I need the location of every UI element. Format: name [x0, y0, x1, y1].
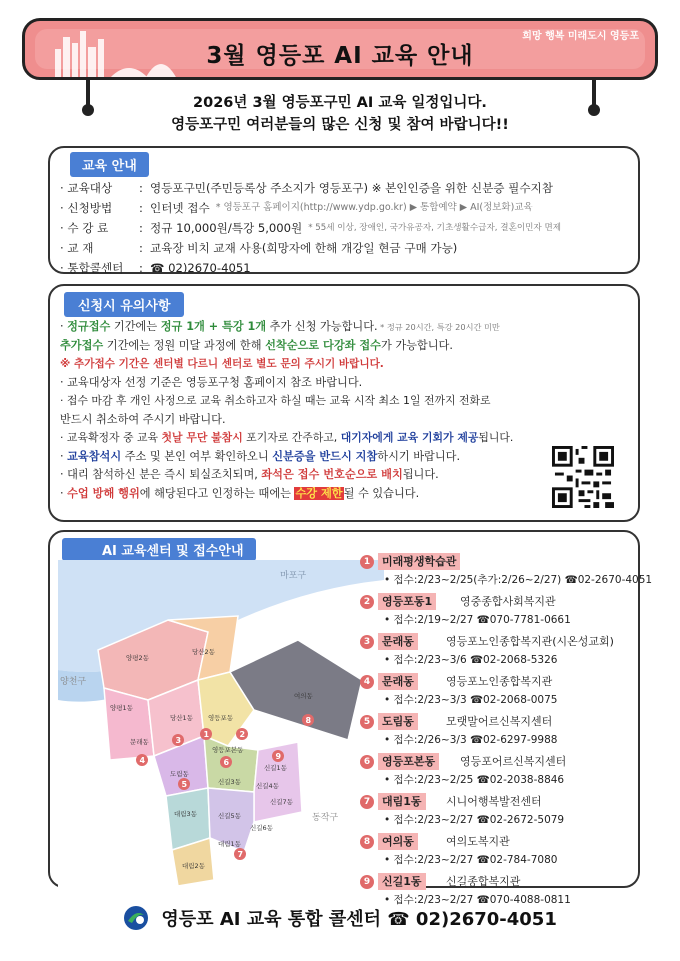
map-label-dongjak: 동작구	[312, 813, 339, 823]
header-banner	[22, 18, 658, 80]
edu-row-label: · 통합콜센터	[60, 261, 124, 275]
note-id: · 교육참석시 주소 및 본인 여부 확인하오니 신분증을 반드시 지참하시기 바랍니다.	[60, 449, 461, 463]
note-cancel: · 접수 마감 후 개인 사정으로 교육 취소하고자 하실 때는 교육 시작 최소 1일 전까지 전화로	[60, 394, 491, 407]
note-additional-warning: ※ 추가접수 기간은 센터별 다르니 센터로 별도 문의 주시기 바랍니다.	[60, 358, 384, 370]
page-title: 3월 영등포 AI 교육 안내	[206, 43, 474, 69]
center-name: 영등포노인종합복지관	[446, 675, 553, 688]
svg-text:신길3동: 신길3동	[218, 778, 241, 786]
svg-text:대림1동: 대림1동	[218, 840, 241, 848]
application-notes-tab: 신청시 유의사항	[64, 292, 184, 317]
svg-text:6: 6	[223, 758, 230, 767]
center-detail: • 접수:2/23~2/25(추가:2/26~2/27) ☎02-2670-4051	[384, 574, 653, 586]
footer-text: 영등포 AI 교육 통합 콜센터 ☎ 02)2670-4051	[161, 909, 557, 930]
svg-text:신길7동: 신길7동	[270, 798, 293, 806]
svg-text:8: 8	[305, 716, 312, 725]
center-dong: 문래동	[378, 633, 418, 650]
edu-row-note: * 55세 이상, 장애인, 국가유공자, 기초생활수급자, 결혼이민자 면제	[308, 223, 562, 233]
edu-row-label: · 교육대상	[60, 181, 113, 195]
edu-row-callcenter: · 통합콜센터 : ☎ 02)2670-4051	[60, 258, 630, 278]
center-detail: • 접수:2/23~2/25 ☎02-2038-8846	[384, 774, 565, 786]
note-selection: · 교육대상자 선정 기준은 영등포구청 홈페이지 참조 바랍니다.	[60, 375, 363, 389]
note-cancel-cont: 반드시 취소하여 주시기 바랍니다.	[60, 412, 226, 426]
svg-text:3: 3	[175, 736, 182, 745]
center-item[interactable]	[360, 712, 640, 752]
center-detail: • 접수:2/26~3/3 ☎02-6297-9988	[384, 734, 558, 746]
svg-text:영등포본동: 영등포본동	[212, 746, 244, 754]
center-dong: 대림1동	[378, 793, 426, 810]
svg-text:신길6동: 신길6동	[250, 824, 273, 832]
edu-row-label: · 신청방법	[60, 201, 113, 215]
center-item[interactable]	[360, 592, 640, 632]
svg-text:1: 1	[203, 730, 210, 739]
note-restriction: · 수업 방해 행위에 해당된다고 인정하는 때에는 수강 제한될 수 있습니다.	[60, 486, 420, 500]
center-dong: 문래동	[378, 673, 418, 690]
svg-text:영등포동: 영등포동	[208, 714, 234, 722]
edu-row-value: ☎ 02)2670-4051	[150, 261, 251, 275]
district-logo-text: 희망 행복 미래도시 영등포	[522, 31, 639, 42]
center-dong: 미래평생학습관	[378, 553, 460, 570]
svg-text:양평2동: 양평2동	[126, 654, 149, 662]
center-detail: • 접수:2/19~2/27 ☎070-7781-0661	[384, 614, 571, 626]
svg-text:여의동: 여의동	[294, 692, 313, 700]
center-name: 영등포노인종합복지관(시온성교회)	[446, 635, 614, 648]
center-number: 6	[360, 755, 374, 769]
note-proxy: · 대리 참석하신 분은 즉시 퇴실조치되며, 좌석은 접수 번호순으로 배치됩니다.	[60, 468, 439, 481]
note-regular: · 정규접수 기간에는 정규 1개 + 특강 1개 추가 신청 가능합니다. * 정규 20시간, 특강 20시간 미만	[60, 320, 500, 333]
center-number: 4	[360, 675, 374, 689]
center-dong: 영등포본동	[378, 753, 439, 770]
intro-text	[0, 92, 680, 136]
center-number: 7	[360, 795, 374, 809]
education-info-tab: 교육 안내	[70, 152, 149, 177]
center-dong: 신길1동	[378, 873, 426, 890]
edu-row-target: · 교육대상 : 영등포구민(주민등록상 주소지가 영등포구) ※ 본인인증을 위한 신분증 필수지참	[60, 178, 630, 198]
center-item[interactable]	[360, 672, 640, 712]
center-number: 3	[360, 635, 374, 649]
center-detail: • 접수:2/23~2/27 ☎02-2672-5079	[384, 814, 565, 826]
center-item[interactable]	[360, 752, 640, 792]
district-map	[58, 560, 384, 892]
center-detail: • 접수:2/23~2/27 ☎070-4088-0811	[384, 894, 571, 906]
center-item[interactable]	[360, 832, 640, 872]
center-detail: • 접수:2/23~2/27 ☎02-784-7080	[384, 854, 558, 866]
map-label-yangcheon: 양천구	[60, 677, 87, 687]
edu-row-textbook: · 교 재 : 교육장 비치 교재 사용(희망자에 한해 개강일 현금 구매 가능)	[60, 238, 630, 258]
svg-text:신길4동: 신길4동	[256, 782, 279, 790]
edu-row-value: 인터넷 접수	[150, 201, 210, 215]
svg-text:도림동: 도림동	[170, 770, 189, 778]
center-detail: • 접수:2/23~3/3 ☎02-2068-0075	[384, 694, 558, 706]
ai-centers-tab: AI 교육센터 및 접수안내	[62, 538, 256, 561]
svg-text:문래동: 문래동	[130, 738, 149, 746]
center-number: 8	[360, 835, 374, 849]
svg-text:신길1동: 신길1동	[264, 764, 287, 772]
center-number: 9	[360, 875, 374, 889]
application-notes-list	[60, 318, 630, 503]
edu-row-value: 교육장 비치 교재 사용(희망자에 한해 개강일 현금 구매 가능)	[150, 241, 458, 255]
center-list	[360, 552, 653, 912]
edu-row-value: 정규 10,000원/특강 5,000원	[150, 221, 303, 235]
ai-centers-box	[48, 530, 653, 906]
center-item[interactable]	[360, 632, 640, 672]
svg-text:양평1동: 양평1동	[110, 704, 133, 712]
svg-text:7: 7	[237, 850, 244, 859]
svg-text:9: 9	[275, 752, 282, 761]
center-dong: 도림동	[378, 713, 418, 730]
svg-text:대림3동: 대림3동	[174, 810, 197, 818]
svg-text:4: 4	[139, 756, 146, 765]
svg-text:2: 2	[239, 730, 246, 739]
center-item[interactable]	[360, 552, 653, 592]
note-additional: 추가접수 기간에는 정원 미달 과정에 한해 선착순으로 다강좌 접수가 가능합니다.	[60, 338, 453, 352]
application-notes-box	[48, 284, 640, 522]
center-name: 영중종합사회복지관	[460, 595, 556, 608]
center-item[interactable]	[360, 792, 640, 832]
svg-text:당산2동: 당산2동	[192, 648, 215, 656]
center-dong: 여의동	[378, 833, 418, 850]
svg-text:신길5동: 신길5동	[218, 812, 241, 820]
edu-row-value: 영등포구민(주민등록상 주소지가 영등포구) ※ 본인인증을 위한 신분증 필수지참	[150, 181, 553, 195]
intro-line-2: 영등포구민 여러분들의 많은 신청 및 참여 바랍니다!!	[171, 117, 509, 133]
edu-row-label: · 교 재	[60, 241, 94, 255]
svg-text:5: 5	[181, 780, 188, 789]
education-info-rows	[60, 178, 630, 278]
svg-text:당산1동: 당산1동	[170, 714, 193, 722]
footer-callcenter	[0, 905, 680, 931]
map-label-mapo: 마포구	[280, 571, 307, 581]
edu-row-label: · 수 강 료	[60, 221, 109, 235]
center-name: 영등포어르신복지센터	[460, 755, 567, 768]
edu-row-note: * 영등포구 홈페이지(http://www.ydp.go.kr) ▶ 통합예약 ▶ AI(정보화)교육	[215, 202, 533, 213]
center-name: 시니어행복발전센터	[446, 795, 542, 808]
center-number: 2	[360, 595, 374, 609]
note-absence: · 교육확정자 중 교육 첫날 무단 불참시 포기자로 간주하고, 대기자에게 교육 기회가 제공됩니다.	[60, 431, 514, 444]
center-name: 모랫말어르신복지센터	[446, 715, 553, 728]
edu-row-method: · 신청방법 : 인터넷 접수 * 영등포구 홈페이지(http://www.ydp.go.kr) ▶ 통합예약 ▶ AI(정보화)교육	[60, 198, 630, 218]
district-logo-icon	[123, 905, 149, 931]
center-number: 1	[360, 555, 374, 569]
edu-row-fee: · 수 강 료 : 정규 10,000원/특강 5,000원 * 55세 이상, 장애인, 국가유공자, 기초생활수급자, 결혼이민자 면제	[60, 218, 630, 238]
svg-text:대림2동: 대림2동	[182, 862, 205, 870]
qr-code-icon[interactable]	[552, 446, 614, 508]
center-dong: 영등포동1	[378, 593, 436, 610]
education-info-box	[48, 146, 640, 274]
center-number: 5	[360, 715, 374, 729]
intro-line-1: 2026년 3월 영등포구민 AI 교육 일정입니다.	[193, 95, 487, 111]
center-detail: • 접수:2/23~3/6 ☎02-2068-5326	[384, 654, 558, 666]
center-name: 여의도복지관	[446, 835, 510, 848]
center-name: 신길종합복지관	[446, 875, 521, 888]
